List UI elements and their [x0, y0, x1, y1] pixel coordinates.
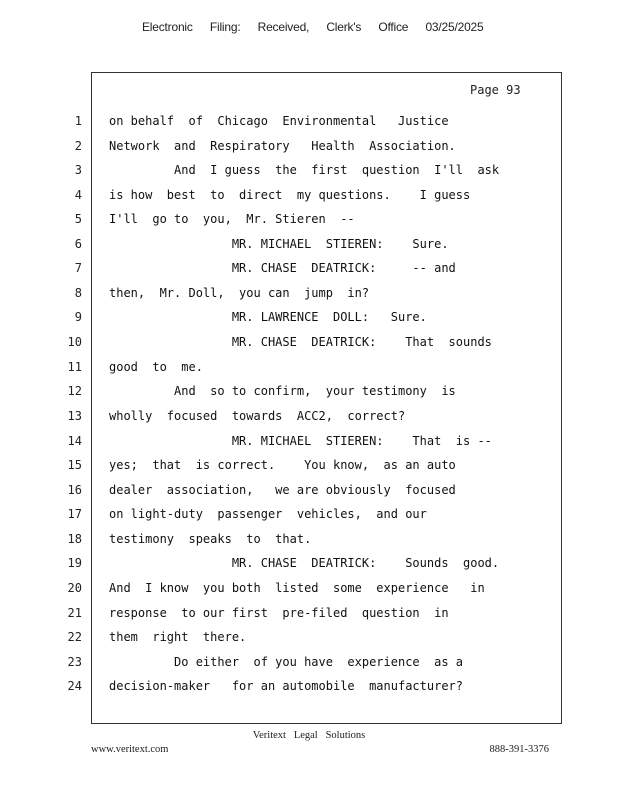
line-number: 2: [74, 139, 82, 153]
line-number: 11: [67, 360, 82, 374]
transcript-line: them right there.: [109, 630, 247, 644]
filing-stamp-word: Electronic: [142, 20, 193, 34]
line-number: 16: [67, 483, 82, 497]
transcript-line: on light-duty passenger vehicles, and our: [109, 507, 427, 521]
line-number: 17: [67, 507, 82, 521]
footer-company: Veritext Legal Solutions: [252, 730, 366, 741]
transcript-line: MR. MICHAEL STIEREN: Sure.: [109, 237, 449, 251]
filing-stamp-date: 03/25/2025: [425, 20, 484, 34]
line-number: 12: [67, 384, 82, 398]
line-number: 23: [67, 655, 82, 669]
transcript-line: And I know you both listed some experience in: [109, 581, 485, 595]
transcript-line: on behalf of Chicago Environmental Justice: [109, 114, 449, 128]
line-number: 7: [74, 261, 82, 275]
filing-stamp-word: Office: [378, 20, 409, 34]
line-number: 1: [74, 114, 82, 128]
line-number: 3: [74, 163, 82, 177]
transcript-line: MR. LAWRENCE DOLL: Sure.: [109, 310, 427, 324]
line-number: 13: [67, 409, 82, 423]
transcript-line: wholly focused towards ACC2, correct?: [109, 409, 406, 423]
line-number: 9: [74, 310, 82, 324]
line-number: 19: [67, 556, 82, 570]
line-number: 8: [74, 286, 82, 300]
line-number: 22: [67, 630, 82, 644]
transcript-line: then, Mr. Doll, you can jump in?: [109, 286, 370, 300]
transcript-line: yes; that is correct. You know, as an auto: [109, 458, 456, 472]
filing-stamp-word: Clerk's: [326, 20, 362, 34]
line-number: 24: [67, 679, 82, 693]
transcript-line: MR. MICHAEL STIEREN: That is --: [109, 434, 492, 448]
line-number: 4: [74, 188, 82, 202]
line-number: 18: [67, 532, 82, 546]
transcript-line: MR. CHASE DEATRICK: -- and: [109, 261, 456, 275]
line-number: 6: [74, 237, 82, 251]
transcript-line: Do either of you have experience as a: [109, 655, 464, 669]
line-number: 14: [67, 434, 82, 448]
transcript-line: I'll go to you, Mr. Stieren --: [109, 212, 355, 226]
line-number: 5: [74, 212, 82, 226]
line-number: 20: [67, 581, 82, 595]
line-number: 10: [67, 335, 82, 349]
footer-website: www.veritext.com: [91, 744, 169, 755]
footer-phone: 888-391-3376: [489, 744, 549, 755]
filing-stamp-word: Filing:: [209, 20, 241, 34]
transcript-line: MR. CHASE DEATRICK: Sounds good.: [109, 556, 500, 570]
line-number: 15: [67, 458, 82, 472]
line-number: 21: [67, 606, 82, 620]
page-number: Page 93: [470, 83, 521, 97]
transcript-line: good to me.: [109, 360, 203, 374]
transcript-line: testimony speaks to that.: [109, 532, 312, 546]
filing-stamp-header: [142, 20, 484, 34]
transcript-line: is how best to direct my questions. I guess: [109, 188, 471, 202]
transcript-line: And so to confirm, your testimony is: [109, 384, 456, 398]
transcript-line: decision-maker for an automobile manufacturer?: [109, 679, 464, 693]
transcript-line: Network and Respiratory Health Association.: [109, 139, 456, 153]
transcript-line: And I guess the first question I'll ask: [109, 163, 500, 177]
filing-stamp-word: Received,: [257, 20, 310, 34]
transcript-line: dealer association, we are obviously focused: [109, 483, 456, 497]
transcript-line: response to our first pre-filed question in: [109, 606, 449, 620]
transcript-line: MR. CHASE DEATRICK: That sounds: [109, 335, 492, 349]
